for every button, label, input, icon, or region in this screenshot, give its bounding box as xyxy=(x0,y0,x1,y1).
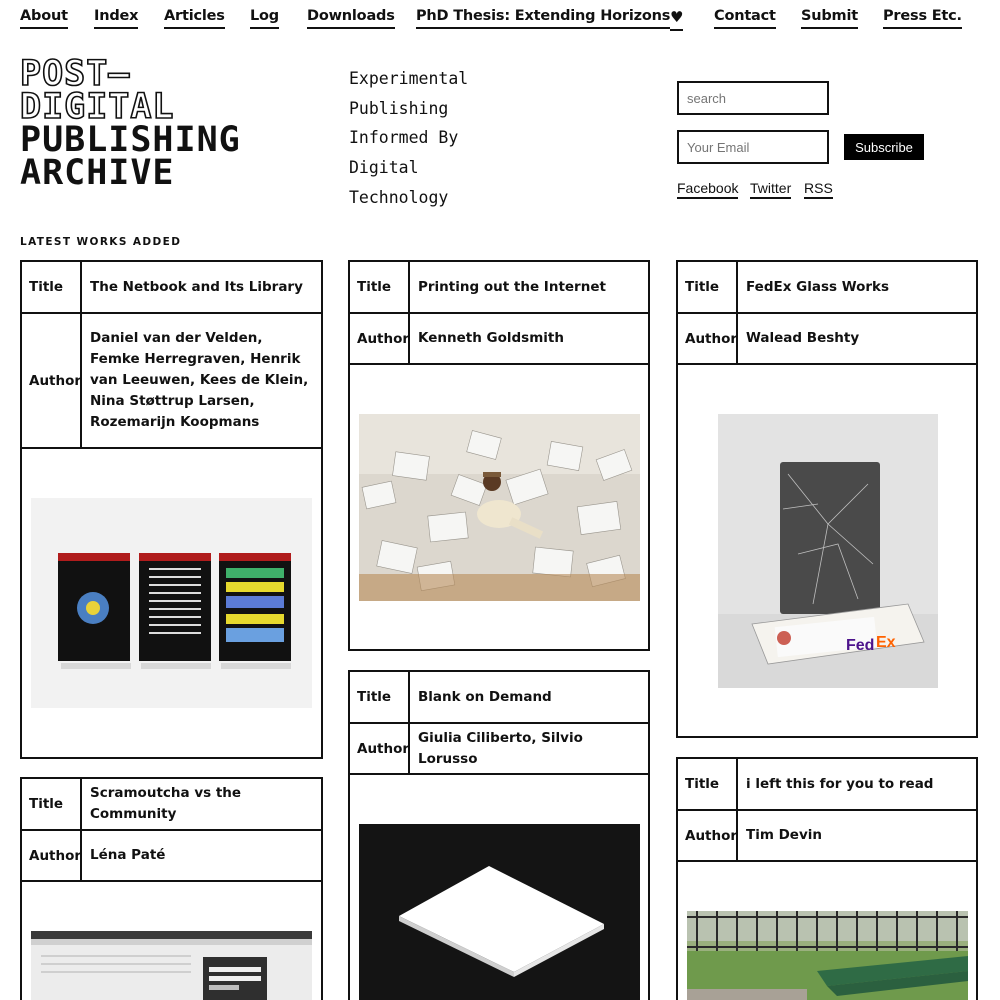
author-label: Author xyxy=(350,314,410,363)
author-label: Author xyxy=(678,314,738,363)
nav-downloads[interactable]: Downloads xyxy=(307,8,395,29)
nav-log[interactable]: Log xyxy=(250,8,279,29)
nav-index[interactable]: Index xyxy=(94,8,138,29)
logo-line-digital: DIGITAL xyxy=(20,87,175,127)
work-author: Tim Devin xyxy=(746,827,823,843)
author-label: Author xyxy=(350,724,410,773)
work-author: Daniel van der Velden, Femke Herregraven, Henrik van Leeuwen, Kees de Klein, Nina Støttrup Larsen, Rozemarijn Koopmans xyxy=(90,330,309,430)
fedex-glass-image xyxy=(718,414,938,688)
author-row xyxy=(350,314,648,365)
title-label: Title xyxy=(678,759,738,809)
title-row xyxy=(350,262,648,314)
blank-book-image xyxy=(359,824,640,1000)
work-thumbnail[interactable] xyxy=(31,498,312,708)
email-field[interactable] xyxy=(677,130,829,164)
logo-line-archive: ARCHIVE xyxy=(20,153,175,193)
work-thumbnail[interactable] xyxy=(718,414,938,688)
author-label: Author xyxy=(22,314,82,447)
author-row xyxy=(678,811,976,862)
author-label: Author xyxy=(22,831,82,880)
author-row xyxy=(22,314,321,449)
nav-submit[interactable]: Submit xyxy=(801,8,858,29)
work-author: Giulia Ciliberto, Silvio Lorusso xyxy=(418,729,583,767)
svg-text:Fed: Fed xyxy=(846,637,875,654)
author-row xyxy=(350,724,648,775)
title-label: Title xyxy=(22,262,82,312)
author-label: Author xyxy=(678,811,738,860)
work-card[interactable] xyxy=(676,757,978,1000)
work-card[interactable] xyxy=(676,260,978,738)
title-label: Title xyxy=(350,262,410,312)
title-label: Title xyxy=(22,779,82,829)
work-author: Kenneth Goldsmith xyxy=(418,330,564,346)
work-card[interactable] xyxy=(348,670,650,1000)
tagline-line: Informed By xyxy=(349,128,459,148)
work-title[interactable]: FedEx Glass Works xyxy=(746,278,890,295)
subscribe-button[interactable]: Subscribe xyxy=(844,134,924,160)
park-bench-image xyxy=(687,911,968,1000)
software-screenshot-image xyxy=(31,931,312,1000)
title-label: Title xyxy=(350,672,410,722)
work-title[interactable]: The Netbook and Its Library xyxy=(90,278,303,295)
work-thumbnail[interactable] xyxy=(31,931,312,1000)
work-thumbnail[interactable] xyxy=(359,414,640,601)
author-row xyxy=(22,831,321,882)
work-title[interactable]: Scramoutcha vs the Community xyxy=(90,785,242,822)
tagline-line: Publishing xyxy=(349,98,449,118)
work-thumbnail[interactable] xyxy=(687,911,968,1000)
title-row xyxy=(350,672,648,724)
tagline-line: Experimental xyxy=(349,69,469,88)
logo-line-publishing: PUBLISHING xyxy=(20,120,241,160)
tagline-line: Technology xyxy=(349,187,449,207)
logo-line-post: POST— xyxy=(20,54,131,94)
work-thumbnail[interactable] xyxy=(359,824,640,1000)
network-society-books-image xyxy=(31,498,312,708)
work-author: Léna Paté xyxy=(90,847,166,863)
printouts-pile-image xyxy=(359,414,640,601)
site-logo[interactable] xyxy=(20,54,280,193)
title-row xyxy=(22,262,321,314)
twitter-link[interactable]: Twitter xyxy=(750,180,791,199)
title-row xyxy=(22,779,321,831)
nav-about[interactable]: About xyxy=(20,8,68,29)
nav-press[interactable]: Press Etc. xyxy=(883,8,962,29)
title-label: Title xyxy=(678,262,738,312)
work-card[interactable] xyxy=(20,777,323,1000)
facebook-link[interactable]: Facebook xyxy=(677,180,738,199)
top-navigation xyxy=(20,8,960,34)
work-card[interactable] xyxy=(348,260,650,651)
section-heading: LATEST WORKS ADDED xyxy=(20,236,182,248)
search-input[interactable] xyxy=(677,81,829,115)
nav-phd-thesis[interactable]: PhD Thesis: Extending Horizons xyxy=(416,8,670,29)
title-row xyxy=(678,262,976,314)
author-row xyxy=(678,314,976,365)
work-title[interactable]: Blank on Demand xyxy=(418,688,552,705)
title-row xyxy=(678,759,976,811)
svg-text:Ex: Ex xyxy=(876,634,896,651)
rss-link[interactable]: RSS xyxy=(804,180,833,199)
site-tagline xyxy=(349,64,549,213)
nav-articles[interactable]: Articles xyxy=(164,8,225,29)
work-title[interactable]: Printing out the Internet xyxy=(418,278,606,295)
work-title[interactable]: i left this for you to read xyxy=(746,775,934,792)
work-card[interactable] xyxy=(20,260,323,759)
nav-heart-icon[interactable]: ♥ xyxy=(670,8,683,31)
work-author: Walead Beshty xyxy=(746,330,860,346)
nav-contact[interactable]: Contact xyxy=(714,8,776,29)
tagline-line: Digital xyxy=(349,158,419,178)
